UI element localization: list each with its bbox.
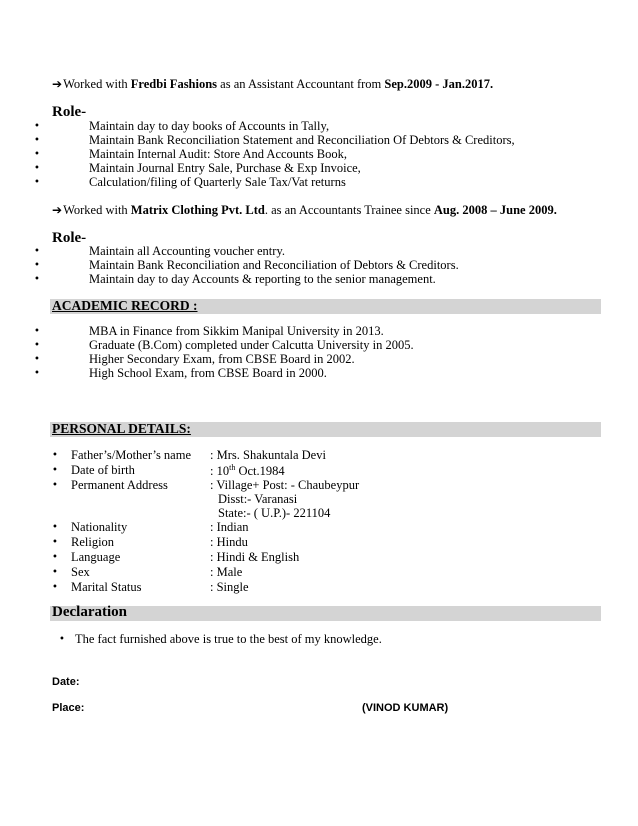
religion-value: : Hindu — [210, 535, 248, 549]
bullet-icon: • — [34, 149, 40, 160]
job1-middle: as an Assistant Accountant from — [217, 77, 385, 91]
bullet-icon: • — [34, 246, 40, 257]
bullet-icon: • — [52, 567, 58, 578]
parent-label: Father’s/Mother’s name — [71, 448, 192, 462]
nationality-label: Nationality — [71, 520, 128, 534]
religion-label: Religion — [71, 535, 115, 549]
job1-prefix: Worked with — [63, 77, 131, 91]
list-item: Higher Secondary Exam, from CBSE Board in 2002. — [89, 352, 355, 366]
job2-middle: . as an Accountants Trainee since — [264, 203, 434, 217]
bullet-icon: • — [52, 480, 58, 491]
list-item: Maintain all Accounting voucher entry. — [89, 244, 286, 258]
arrow-icon: ➔ — [52, 77, 63, 91]
list-item: Maintain day to day books of Accounts in Tally, — [89, 119, 330, 133]
dob-sup: th — [229, 463, 236, 472]
bullet-icon: • — [52, 582, 58, 593]
nationality-value: : Indian — [210, 520, 249, 534]
bullet-icon: • — [34, 177, 40, 188]
list-item: Maintain Internal Audit: Store And Accounts Book, — [89, 147, 347, 161]
bullet-icon: • — [52, 522, 58, 533]
arrow-icon: ➔ — [52, 203, 63, 217]
dob-value — [210, 463, 285, 479]
declaration-text: The fact furnished above is true to the best of my knowledge. — [75, 632, 382, 646]
academic-heading: ACADEMIC RECORD : — [52, 298, 198, 313]
bullet-icon: • — [34, 340, 40, 351]
bullet-icon: • — [34, 163, 40, 174]
dob-suffix: Oct.1984 — [235, 464, 285, 479]
sex-value: : Male — [210, 565, 243, 579]
address-line-1: : Village+ Post: - Chaubeypur — [210, 478, 360, 492]
job1-period: Sep.2009 - Jan.2017. — [384, 77, 494, 91]
language-label: Language — [71, 550, 121, 564]
list-item: Maintain day to day Accounts & reporting to the senior management. — [89, 272, 436, 286]
parent-value: : Mrs. Shakuntala Devi — [210, 448, 326, 462]
list-item: Maintain Bank Reconciliation and Reconciliation of Debtors & Creditors. — [89, 258, 459, 272]
bullet-icon: • — [34, 368, 40, 379]
signature-name: (VINOD KUMAR) — [362, 702, 449, 714]
job2-period: Aug. 2008 – June 2009. — [433, 203, 557, 217]
bullet-icon: • — [34, 326, 40, 337]
address-line-2: Disst:- Varanasi — [218, 492, 298, 506]
list-item: Maintain Bank Reconciliation Statement and Reconciliation Of Debtors & Creditors, — [89, 133, 515, 147]
dob-label: Date of birth — [71, 463, 135, 477]
declaration-heading: Declaration — [52, 604, 127, 620]
role-heading-1: Role- — [52, 104, 87, 120]
job2-prefix: Worked with — [63, 203, 131, 217]
academic-section-header — [50, 299, 601, 314]
date-label: Date: — [52, 676, 80, 688]
personal-section-header — [50, 422, 601, 437]
bullet-icon: • — [59, 634, 65, 645]
declaration-section-header — [50, 606, 601, 621]
address-line-3: State:- ( U.P.)- 221104 — [218, 506, 331, 520]
dob-prefix: : 10 — [210, 464, 230, 479]
list-item: Graduate (B.Com) completed under Calcutta University in 2005. — [89, 338, 414, 352]
bullet-icon: • — [34, 260, 40, 271]
list-item: Calculation/filing of Quarterly Sale Tax/Vat returns — [89, 175, 346, 189]
job1-line — [52, 77, 493, 92]
bullet-icon: • — [34, 354, 40, 365]
bullet-icon: • — [34, 135, 40, 146]
marital-label: Marital Status — [71, 580, 142, 594]
list-item: High School Exam, from CBSE Board in 2000. — [89, 366, 327, 380]
language-value: : Hindi & English — [210, 550, 300, 564]
list-item: MBA in Finance from Sikkim Manipal University in 2013. — [89, 324, 384, 338]
bullet-icon: • — [52, 465, 58, 476]
marital-value: : Single — [210, 580, 249, 594]
bullet-icon: • — [52, 552, 58, 563]
job2-line — [52, 203, 557, 218]
job1-company: Fredbi Fashions — [130, 77, 218, 91]
bullet-icon: • — [52, 450, 58, 461]
place-label: Place: — [52, 702, 85, 714]
bullet-icon: • — [34, 121, 40, 132]
job2-company: Matrix Clothing Pvt. Ltd — [130, 203, 265, 217]
role-heading-2: Role- — [52, 230, 87, 246]
list-item: Maintain Journal Entry Sale, Purchase & Exp Invoice, — [89, 161, 361, 175]
bullet-icon: • — [52, 537, 58, 548]
bullet-icon: • — [34, 274, 40, 285]
personal-heading: PERSONAL DETAILS: — [52, 421, 191, 436]
sex-label: Sex — [71, 565, 90, 579]
address-label: Permanent Address — [71, 478, 168, 492]
